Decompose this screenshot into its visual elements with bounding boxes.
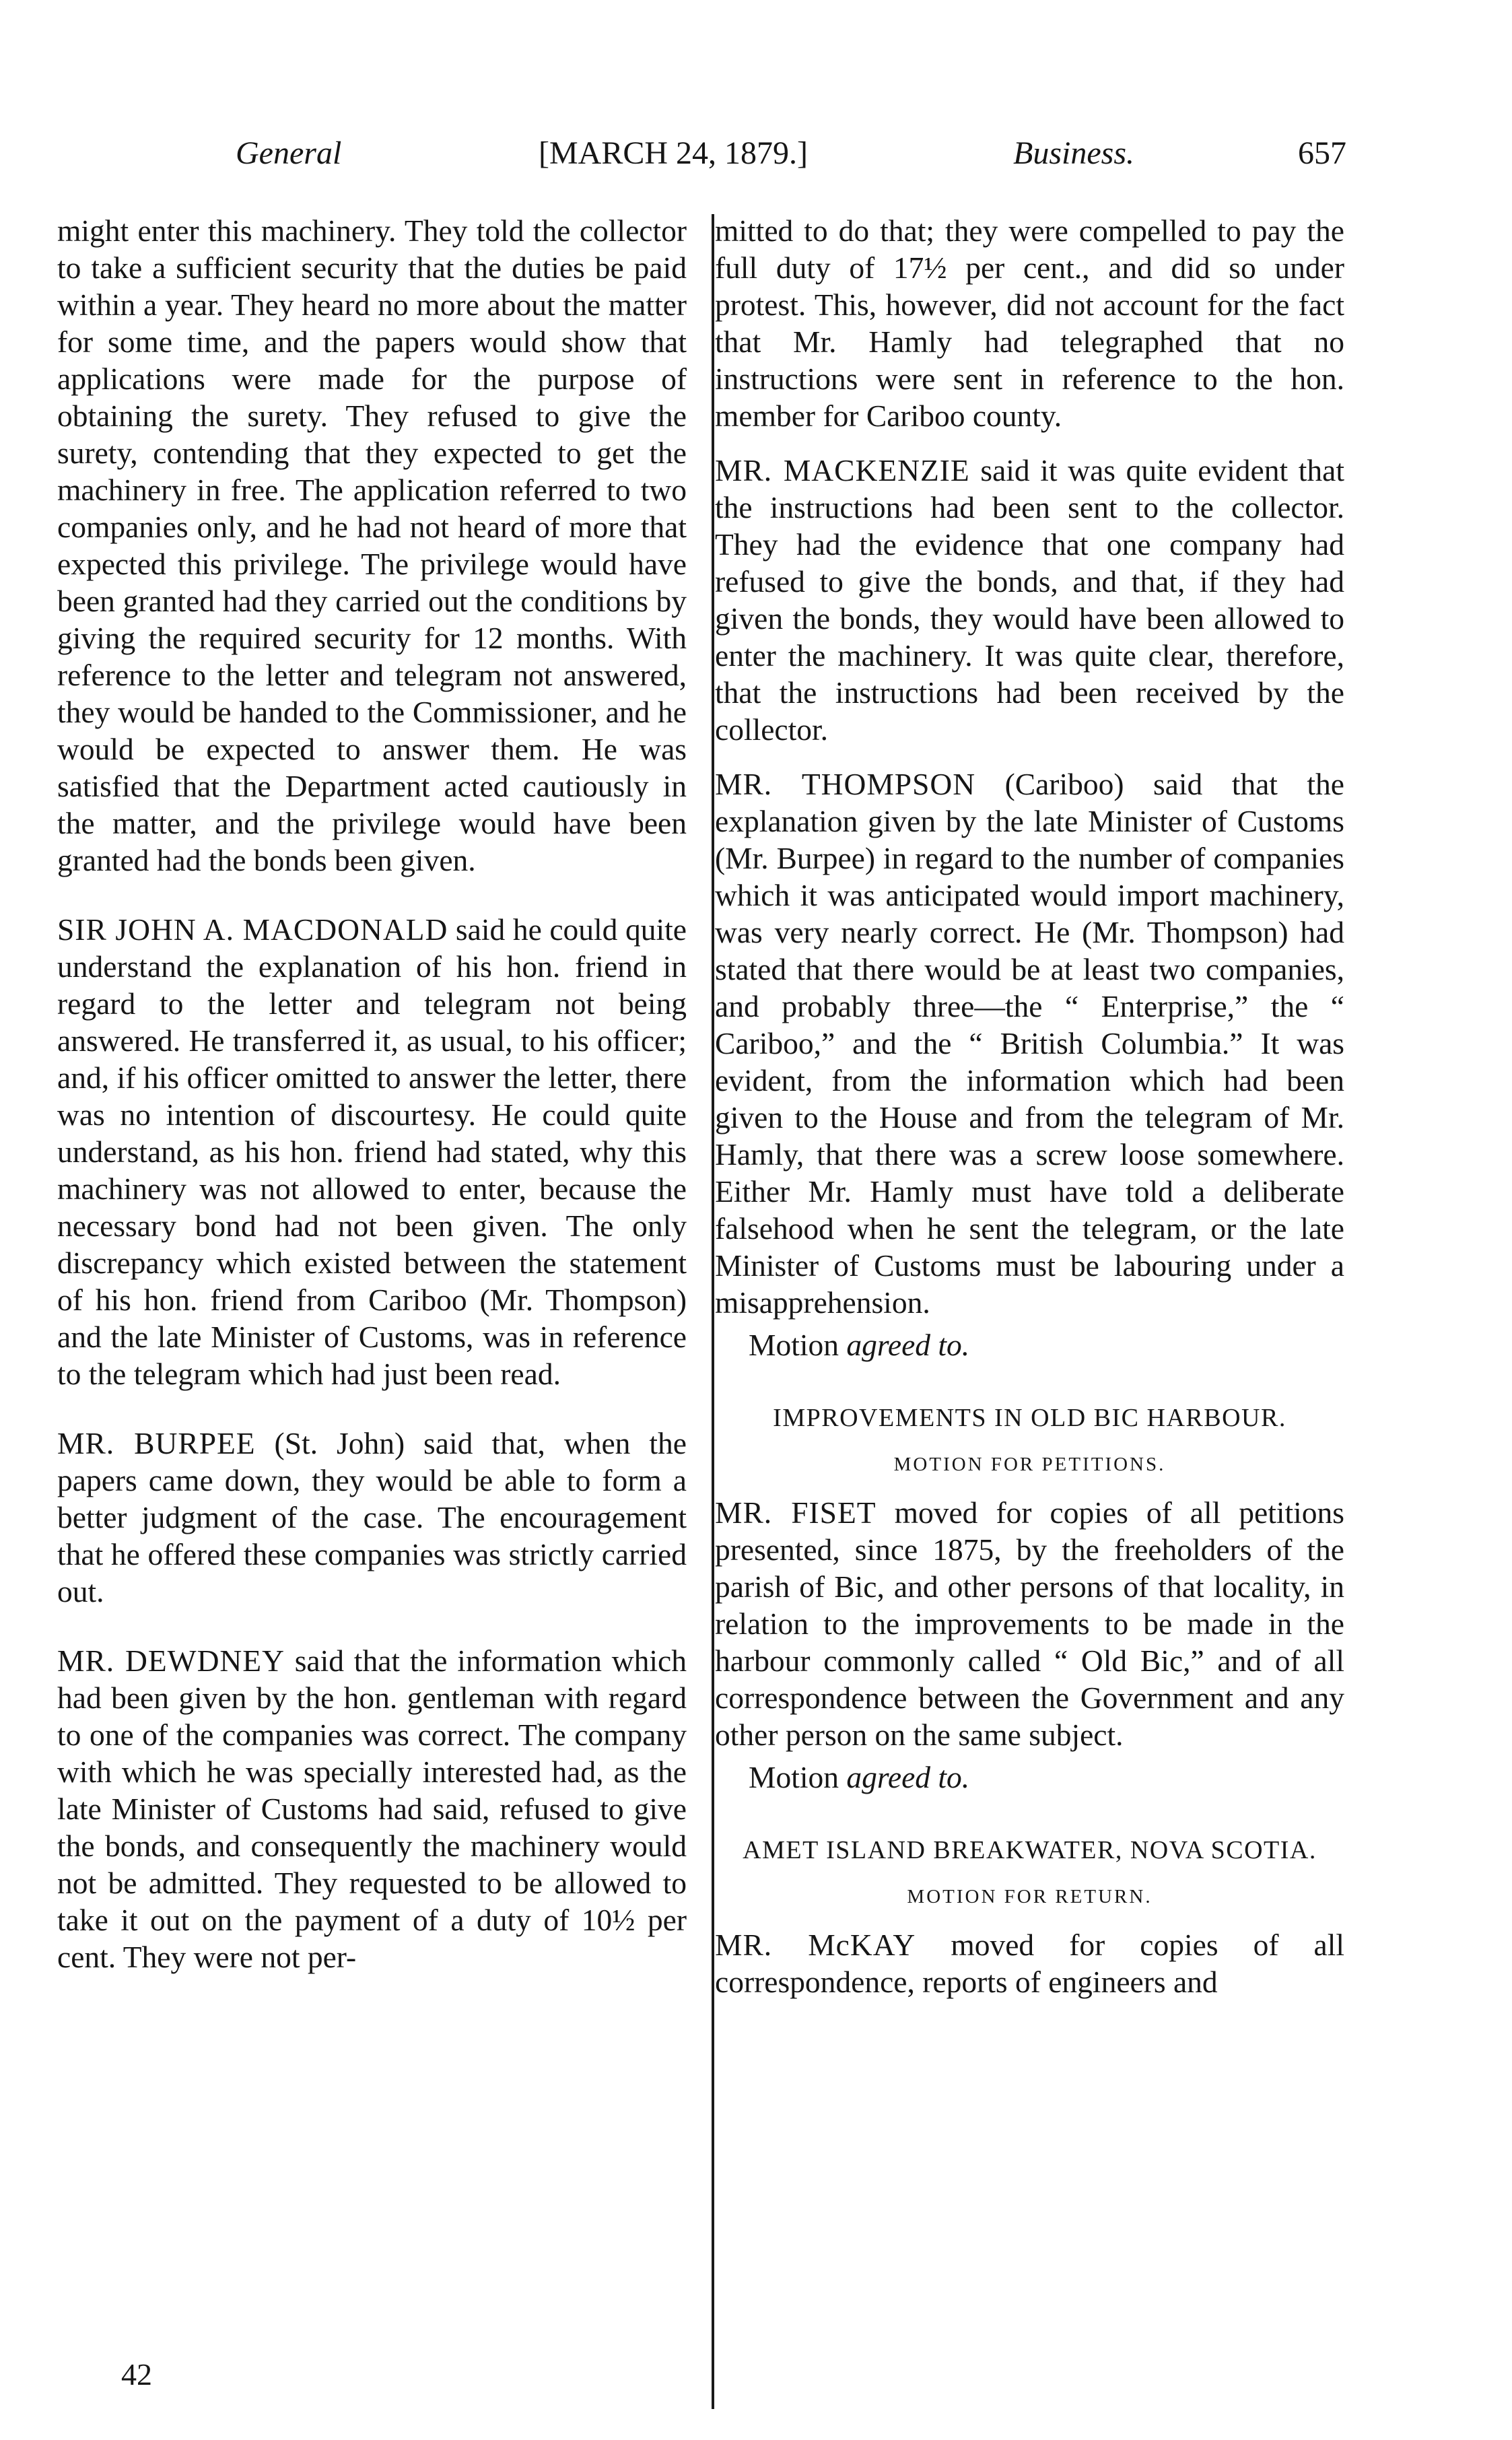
paragraph-text: (Cariboo) said that the explanation given by the late Minister of Customs (Mr. Burpee) in regard to the number of companies which it was anticipated would import machinery, was very nearly correct. He (Mr. Thompson) had stated that there would be at least two companies, and probably three—the “ Enterprise,” the “ Cariboo,” and the “ British Columbia.” It was evident, from the information which had been given to the House and from the telegram of Mr. Hamly, that there was a screw loose somewhere. Either Mr. Hamly must have told a deliberate falsehood when he sent the telegram, or the late Minister of Customs must be labouring under a misapprehension.: [715, 767, 1344, 1320]
running-head-topic: Business.: [1013, 135, 1134, 171]
paragraph-mckay: [715, 1926, 1344, 2000]
speaker-name: MR. DEWDNEY: [57, 1643, 285, 1678]
section-heading: AMET ISLAND BREAKWATER, NOVA SCOTIA.: [743, 1836, 1317, 1864]
paragraph-dewdney: [57, 1642, 687, 1975]
paragraph-text: (St. John) said that, when the papers came down, they would be able to form a better judgment of the case. The encouragement that he offered these companies was strictly carried out.: [57, 1426, 687, 1608]
motion-outcome: agreed to.: [846, 1328, 970, 1362]
motion-outcome: agreed to.: [846, 1760, 970, 1794]
paragraph-text: said he could quite understand the explanation of his hon. friend in regard to the letter and telegram not being answered. He transferred it, as usual, to his officer; and, if his officer omitted to answer the letter, there was no intention of discourtesy. He could quite understand, as his hon. friend had stated, why this machinery was not allowed to enter, because the necessary bond had not been given. The only discrepancy which existed between the statement of his hon. friend from Cariboo (Mr. Thompson) and the late Minister of Customs, was in reference to the telegram which had just been read.: [57, 912, 687, 1391]
paragraph-mackenzie: [715, 452, 1344, 748]
paragraph-continuation: [57, 212, 687, 879]
speaker-name: MR. FISET: [715, 1495, 877, 1530]
speaker-name: MR. McKAY: [715, 1928, 916, 1962]
column-divider: [712, 214, 714, 2409]
motion-prefix: Motion: [749, 1328, 847, 1362]
paragraph-fiset: [715, 1494, 1344, 1753]
speaker-name: MR. THOMPSON: [715, 767, 976, 801]
paragraph-macdonald: [57, 911, 687, 1392]
section-subheading: MOTION FOR PETITIONS.: [893, 1454, 1166, 1475]
paragraph-text: might enter this machinery. They told the collector to take a sufficient security that the duties be paid within a year. They heard no more about the matter for some time, and the papers would show that applications were made for the purpose of obtaining the surety. They refused to give the surety, contending that they expected to get the machinery in free. The application referred to two companies only, and he had not heard of more that expected this privilege. The privilege would have been granted had they carried out the conditions by giving the required security for 12 months. With reference to the letter and telegram not answered, they would be handed to the Commissioner, and he would be expected to answer them. He was satisfied that the Department acted cautiously in the matter, and the privilege would have been granted had the bonds been given.: [57, 213, 687, 877]
paragraph-text: moved for copies of all petitions presented, since 1875, by the freeholders of the parish of Bic, and other persons of that locality, in relation to the improvements to be made in the harbour commonly called “ Old Bic,” and of all correspondence between the Government and any other person on the same subject.: [715, 1495, 1344, 1752]
motion-result: [715, 1759, 1344, 1796]
paragraph-text: mitted to do that; they were compelled to pay the full duty of 17½ per cent., and did so under protest. This, however, did not account for the fact that Mr. Hamly had telegraphed that no instructions were sent in reference to the hon. member for Cariboo county.: [715, 213, 1344, 433]
running-head: [236, 135, 1346, 182]
speaker-name: MR. MACKENZIE: [715, 453, 970, 487]
running-head-section: General: [236, 135, 342, 171]
motion-prefix: Motion: [749, 1760, 847, 1794]
left-column: [57, 212, 687, 1975]
paragraph-text: moved for copies of all correspondence, reports of engineers and: [715, 1928, 1344, 1999]
paragraph-thompson: [715, 766, 1344, 1321]
paragraph-text: said that the information which had been given by the hon. gentleman with regard to one of the companies was correct. The company with which he was specially interested had, as the late Minister of Customs had said, refused to give the bonds, and consequently the machinery would not be admitted. They requested to be allowed to take it out on the payment of a duty of 10½ per cent. They were not per-: [57, 1643, 687, 1974]
running-head-date: [MARCH 24, 1879.]: [539, 135, 809, 171]
speaker-name: MR. BURPEE: [57, 1426, 256, 1460]
signature-mark: 42: [121, 2357, 152, 2392]
section-heading: IMPROVEMENTS IN OLD BIC HARBOUR.: [773, 1404, 1286, 1432]
page-number: 657: [1298, 135, 1346, 171]
right-column: [715, 212, 1344, 2000]
motion-result: [715, 1326, 1344, 1363]
speaker-name: SIR JOHN A. MACDONALD: [57, 912, 448, 947]
paragraph-continuation: [715, 212, 1344, 434]
paragraph-burpee: [57, 1425, 687, 1610]
section-subheading: MOTION FOR RETURN.: [907, 1886, 1153, 1907]
paragraph-text: said it was quite evident that the instructions had been sent to the collector. They had the evidence that one company had refused to give the bonds, and that, if they had given the bonds, they would have been allowed to enter the machinery. It was quite clear, therefore, that the instructions had been received by the collector.: [715, 453, 1345, 747]
